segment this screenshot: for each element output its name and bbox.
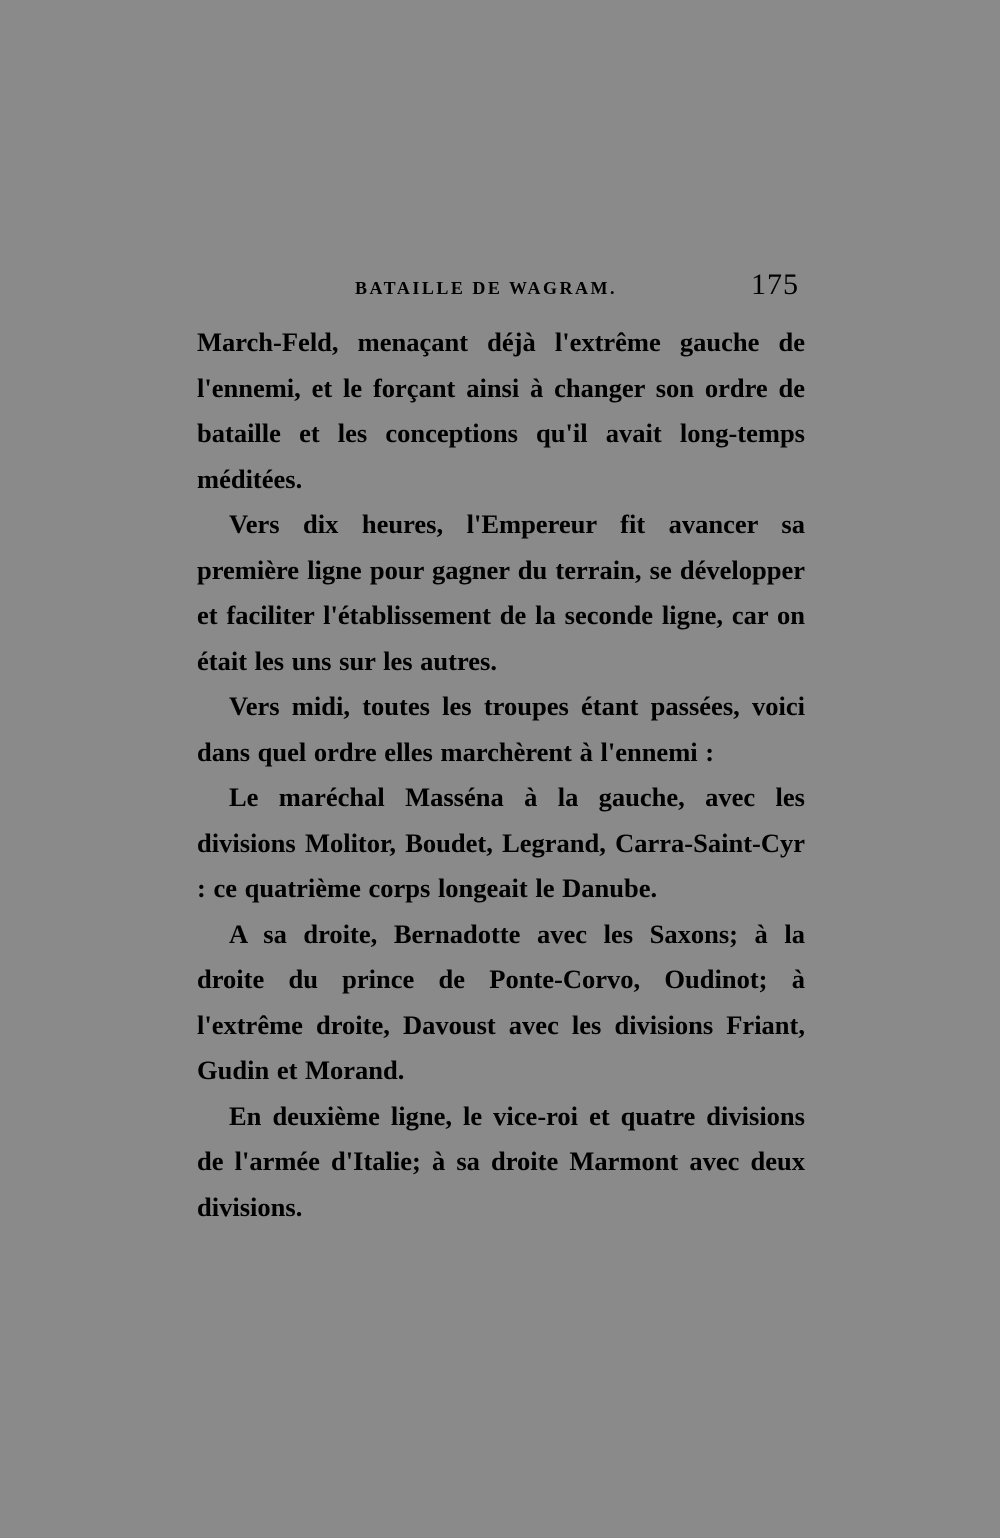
page-header xyxy=(195,268,805,308)
paragraph: En deuxième ligne, le vice-roi et quatre divisions de l'armée d'Italie; à sa droite Marmont avec deux divisions. xyxy=(197,1100,805,1222)
paragraph: Le maréchal Masséna à la gauche, avec les divisions Molitor, Boudet, Legrand, Carra-Saint-Cyr : ce quatrième corps longeait le Danube. xyxy=(197,782,805,903)
paragraph: Vers dix heures, l'Empereur fit avancer sa première ligne pour gagner du terrain, se développer et faciliter l'établissement de la seconde ligne, car on était les uns sur les autres. xyxy=(197,509,805,676)
running-title: BATAILLE DE WAGRAM. xyxy=(355,278,618,298)
page-number: 175 xyxy=(751,268,799,301)
body-text xyxy=(197,320,805,1230)
paragraph: A sa droite, Bernadotte avec les Saxons; à la droite du prince de Ponte-Corvo, Oudinot; à l'extrême droite, Davoust avec les divisions Friant, Gudin et Morand. xyxy=(197,918,805,1085)
paragraph: Vers midi, toutes les troupes étant passées, voici dans quel ordre elles marchèrent à l'ennemi : xyxy=(197,691,805,767)
paragraph: March-Feld, menaçant déjà l'extrême gauche de l'ennemi, et le forçant ainsi à changer son ordre de bataille et les conceptions qu'il avait long-temps méditées. xyxy=(197,327,805,494)
